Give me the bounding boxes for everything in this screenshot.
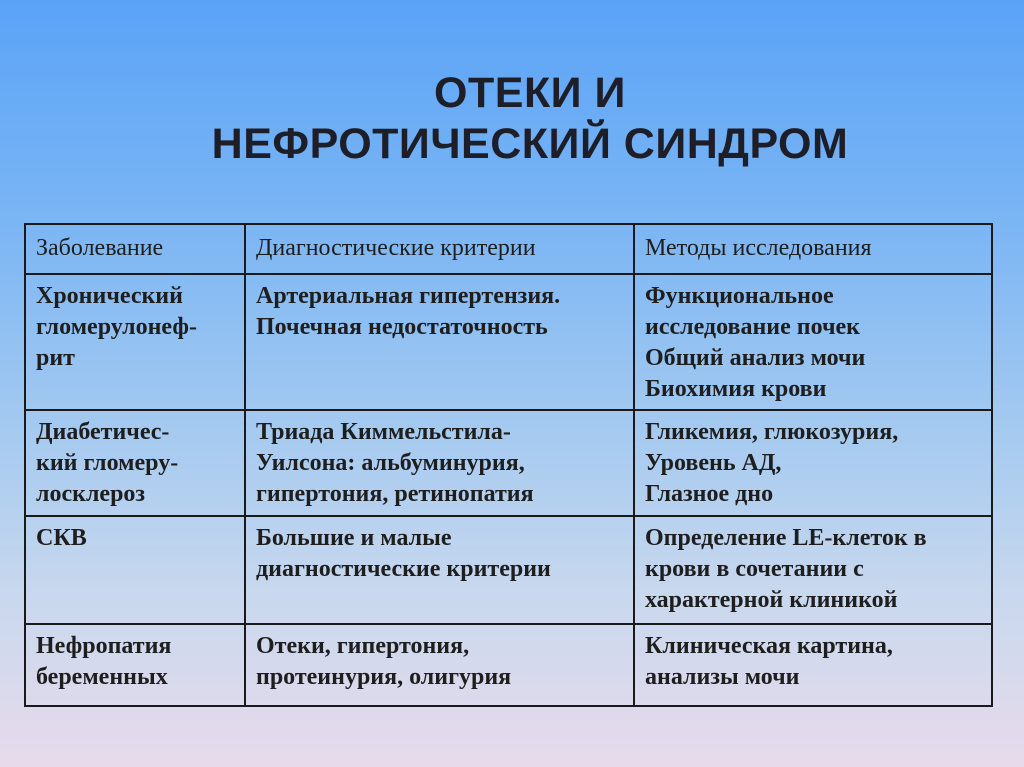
cell-line: Диабетичес- — [36, 419, 170, 445]
cell-line: беременных — [36, 664, 168, 690]
cell-line: гипертония, ретинопатия — [256, 481, 534, 507]
cell-line: Общий анализ мочи — [645, 345, 866, 371]
cell-line: анализы мочи — [645, 664, 800, 690]
cell-line: гломерулонеф- — [36, 314, 197, 340]
cell-line: крови в сочетании с — [645, 556, 864, 582]
cell-line: Гликемия, глюкозурия, — [645, 419, 899, 445]
cell-line: Глазное дно — [645, 481, 774, 507]
cell-line: протеинурия, олигурия — [256, 664, 512, 690]
cell-line: Большие и малые — [256, 525, 452, 551]
cell-line: диагностические критерии — [256, 556, 551, 582]
cell-line: Отеки, гипертония, — [256, 633, 470, 659]
cell-line: Почечная недостаточность — [256, 314, 548, 340]
cell-criteria — [245, 624, 634, 706]
cell-criteria — [245, 410, 634, 516]
cell-line: Определение LE-клеток в — [645, 525, 927, 551]
slide-title-line-2: НЕФРОТИЧЕСКИЙ СИНДРОМ — [211, 120, 849, 168]
cell-line: Клиническая картина, — [645, 633, 893, 659]
cell-line: исследование почек — [645, 314, 860, 340]
cell-methods — [634, 274, 992, 410]
slide-title-line-1: ОТЕКИ И — [434, 69, 626, 117]
cell-line: Функциональное — [645, 283, 834, 309]
slide-title — [0, 68, 1024, 170]
cell-line: Уилсона: альбуминурия, — [256, 450, 525, 476]
table-row — [25, 516, 992, 624]
cell-line: кий гломеру- — [36, 450, 179, 476]
cell-methods — [634, 410, 992, 516]
cell-line: лосклероз — [36, 481, 146, 507]
cell-methods — [634, 624, 992, 706]
header-disease: Заболевание — [25, 224, 245, 274]
cell-disease — [25, 410, 245, 516]
cell-line: Уровень АД, — [645, 450, 782, 476]
cell-disease — [25, 624, 245, 706]
cell-line: СКВ — [36, 525, 87, 551]
cell-line: Артериальная гипертензия. — [256, 283, 561, 309]
cell-disease — [25, 516, 245, 624]
cell-line: рит — [36, 345, 75, 371]
cell-criteria — [245, 516, 634, 624]
disease-table — [24, 223, 991, 690]
table-header-row — [25, 224, 992, 274]
cell-line: Хронический — [36, 283, 183, 309]
table-row — [25, 274, 992, 410]
cell-line: Триада Киммельстила- — [256, 419, 511, 445]
cell-line: характерной клиникой — [645, 587, 898, 613]
table-row — [25, 624, 992, 706]
cell-criteria — [245, 274, 634, 410]
cell-line: Биохимия крови — [645, 376, 827, 402]
cell-methods — [634, 516, 992, 624]
cell-line: Нефропатия — [36, 633, 172, 659]
cell-disease — [25, 274, 245, 410]
header-methods: Методы исследования — [634, 224, 992, 274]
header-criteria: Диагностические критерии — [245, 224, 634, 274]
table-row — [25, 410, 992, 516]
